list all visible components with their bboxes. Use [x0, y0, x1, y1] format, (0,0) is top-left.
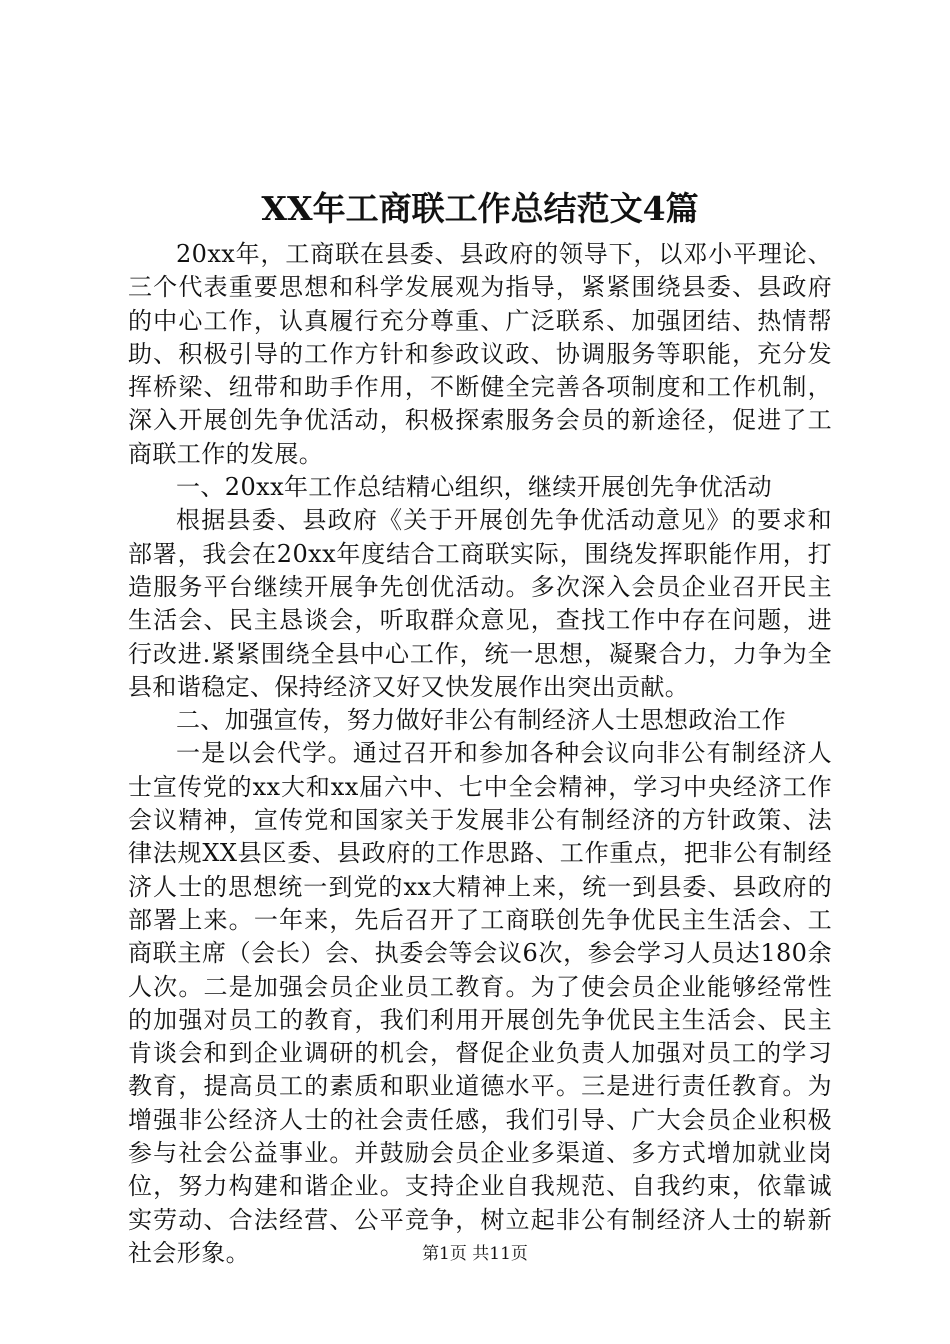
document-title: XX年工商联工作总结范文4篇 [261, 189, 699, 228]
section-2-heading: 二、加强宣传，努力做好非公有制经济人士思想政治工作 [176, 706, 786, 735]
section-1-heading: 一、20xx年工作总结精心组织，继续开展创先争优活动 [176, 473, 773, 502]
page-number-footer: 第1页 共11页 [422, 1244, 528, 1264]
section-1-paragraph: 根据县委、县政府《关于开展创先争优活动意见》的要求和部署，我会在20xx年度结合工商联实际，围绕发挥职能作用，打造服务平台继续开展争先创优活动。多次深入会员企业召开民主生活会、民主恳谈会，听取群众意见，查找工作中存在问题，进行改进.紧紧围绕全县中心工作，统一思想，凝聚合力，力争为全县和谐稳定、保持经济又好又快发展作出突出贡献。 [128, 506, 832, 701]
intro-paragraph: 20xx年，工商联在县委、县政府的领导下，以邓小平理论、三个代表重要思想和科学发展观为指导，紧紧围绕县委、县政府的中心工作，认真履行充分尊重、广泛联系、加强团结、热情帮助、积极引导的工作方针和参政议政、协调服务等职能，充分发挥桥梁、纽带和助手作用，不断健全完善各项制度和工作机制，深入开展创先争优活动，积极探索服务会员的新途径，促进了工商联工作的发展。 [128, 240, 832, 468]
document-page [128, 182, 832, 1270]
section-2-paragraph: 一是以会代学。通过召开和参加各种会议向非公有制经济人士宣传党的xx大和xx届六中、七中全会精神，学习中央经济工作会议精神，宣传党和国家关于发展非公有制经济的方针政策、法律法规XX县区委、县政府的工作思路、工作重点，把非公有制经济人士的思想统一到党的xx大精神上来，统一到县委、县政府的部署上来。一年来，先后召开了工商联创先争优民主生活会、工商联主席（会长）会、执委会等会议6次，参会学习人员达180余人次。二是加强会员企业员工教育。为了使会员企业能够经常性的加强对员工的教育，我们利用开展创先争优民主生活会、民主肯谈会和到企业调研的机会，督促企业负责人加强对员工的学习教育，提高员工的素质和职业道德水平。三是进行责任教育。为增强非公经济人士的社会责任感，我们引导、广大会员企业积极参与社会公益事业。并鼓励会员企业多渠道、多方式增加就业岗位，努力构建和谐企业。支持企业自我规范、自我约束，依靠诚实劳动、合法经营、公平竞争，树立起非公有制经济人士的崭新社会形象。 [128, 739, 832, 1267]
